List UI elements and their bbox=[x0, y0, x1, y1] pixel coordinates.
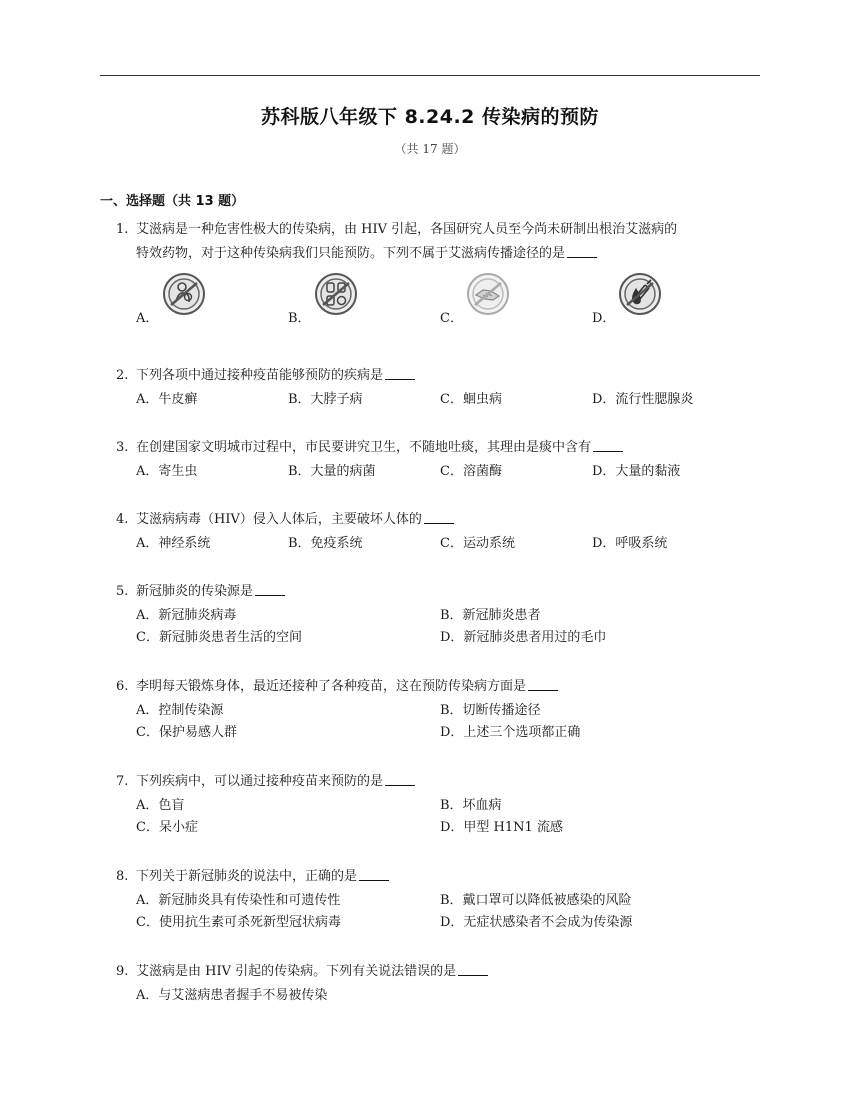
option-b[interactable]: B．大脖子病 bbox=[288, 392, 363, 407]
answer-blank bbox=[385, 365, 415, 380]
question-7 bbox=[116, 770, 764, 840]
option-c[interactable]: C．保护易感人群 bbox=[136, 725, 237, 740]
question-number: 6. bbox=[116, 679, 129, 694]
mother-baby-icon bbox=[162, 272, 206, 316]
option-d[interactable]: D．甲型 H1N1 流感 bbox=[440, 820, 563, 835]
option-d[interactable]: D．新冠肺炎患者用过的毛巾 bbox=[440, 630, 607, 645]
question-stem: 李明每天锻炼身体，最近还接种了各种疫苗，这在预防传染病方面是 bbox=[136, 679, 527, 694]
option-c[interactable]: C．呆小症 bbox=[136, 820, 198, 835]
option-d[interactable]: D．无症状感染者不会成为传染源 bbox=[440, 915, 633, 930]
answer-blank bbox=[424, 509, 454, 524]
option-a[interactable]: A．新冠肺炎病毒 bbox=[136, 608, 237, 623]
option-c[interactable]: C．蛔虫病 bbox=[440, 392, 502, 407]
answer-blank bbox=[593, 437, 623, 452]
question-stem-cont: 特效药物，对于这种传染病我们只能预防。下列不属于艾滋病传播途径的是 bbox=[136, 246, 566, 261]
question-4 bbox=[116, 508, 764, 556]
handshake-icon bbox=[466, 272, 510, 316]
answer-blank bbox=[567, 243, 597, 258]
question-number: 1. bbox=[116, 222, 129, 237]
option-c[interactable]: C．运动系统 bbox=[440, 536, 515, 551]
question-6 bbox=[116, 675, 764, 745]
option-a[interactable]: A．与艾滋病患者握手不易被传染 bbox=[136, 988, 328, 1003]
question-stem: 艾滋病是一种危害性极大的传染病，由 HIV 引起，各国研究人员至今尚未研制出根治艾滋病的 bbox=[136, 222, 678, 237]
image-options: A． B． C． D． bbox=[136, 272, 764, 336]
option-b[interactable]: B．免疫系统 bbox=[288, 536, 363, 551]
question-3 bbox=[116, 436, 764, 484]
question-stem: 在创建国家文明城市过程中，市民要讲究卫生，不随地吐痰，其理由是痰中含有 bbox=[136, 440, 592, 455]
question-number: 8. bbox=[116, 869, 129, 884]
question-stem: 下列关于新冠肺炎的说法中，正确的是 bbox=[136, 869, 358, 884]
section-heading: 一、选择题（共 13 题） bbox=[100, 194, 245, 209]
question-9 bbox=[116, 960, 764, 1008]
answer-blank bbox=[359, 866, 389, 881]
question-number: 2. bbox=[116, 368, 129, 383]
question-number: 5. bbox=[116, 584, 129, 599]
option-c[interactable]: C．溶菌酶 bbox=[440, 464, 502, 479]
option-c[interactable]: C．使用抗生素可杀死新型冠状病毒 bbox=[136, 915, 341, 930]
question-stem: 下列疾病中，可以通过接种疫苗来预防的是 bbox=[136, 774, 384, 789]
question-number: 4. bbox=[116, 512, 129, 527]
question-2 bbox=[116, 364, 764, 412]
answer-blank bbox=[528, 676, 558, 691]
question-stem: 艾滋病是由 HIV 引起的传染病。下列有关说法错误的是 bbox=[136, 964, 457, 979]
header-rule bbox=[100, 75, 760, 76]
question-number: 3. bbox=[116, 440, 129, 455]
option-b[interactable]: B．切断传播途径 bbox=[440, 703, 541, 718]
option-b[interactable]: B．大量的病菌 bbox=[288, 464, 376, 479]
toothbrush-razor-icon bbox=[314, 272, 358, 316]
question-stem: 艾滋病病毒（HIV）侵入人体后，主要破坏人体的 bbox=[136, 512, 422, 527]
option-b[interactable]: B．坏血病 bbox=[440, 798, 502, 813]
syringe-blood-icon bbox=[618, 272, 662, 316]
option-a[interactable]: A．寄生虫 bbox=[136, 464, 198, 479]
question-8 bbox=[116, 865, 764, 935]
option-b[interactable]: B．新冠肺炎患者 bbox=[440, 608, 541, 623]
option-d[interactable]: D．呼吸系统 bbox=[592, 536, 668, 551]
answer-blank bbox=[385, 771, 415, 786]
question-1 bbox=[116, 218, 764, 336]
question-number: 9. bbox=[116, 964, 129, 979]
option-d[interactable]: D．上述三个选项都正确 bbox=[440, 725, 581, 740]
option-a[interactable]: A．控制传染源 bbox=[136, 703, 224, 718]
answer-blank bbox=[458, 961, 488, 976]
option-d[interactable]: D．流行性腮腺炎 bbox=[592, 392, 694, 407]
option-a[interactable]: A．色盲 bbox=[136, 798, 185, 813]
option-a[interactable]: A．牛皮癣 bbox=[136, 392, 198, 407]
question-stem: 新冠肺炎的传染源是 bbox=[136, 584, 254, 599]
page-title: 苏科版八年级下 8.24.2 传染病的预防 bbox=[260, 106, 600, 128]
option-b[interactable]: B．戴口罩可以降低被感染的风险 bbox=[440, 893, 632, 908]
question-count: （共 17 题） bbox=[394, 142, 466, 156]
option-d[interactable]: D．大量的黏液 bbox=[592, 464, 681, 479]
question-stem: 下列各项中通过接种疫苗能够预防的疾病是 bbox=[136, 368, 384, 383]
answer-blank bbox=[255, 581, 285, 596]
option-a[interactable]: A．神经系统 bbox=[136, 536, 211, 551]
question-5 bbox=[116, 580, 764, 650]
option-a[interactable]: A．新冠肺炎具有传染性和可遗传性 bbox=[136, 893, 341, 908]
question-number: 7. bbox=[116, 774, 129, 789]
option-c[interactable]: C．新冠肺炎患者生活的空间 bbox=[136, 630, 302, 645]
